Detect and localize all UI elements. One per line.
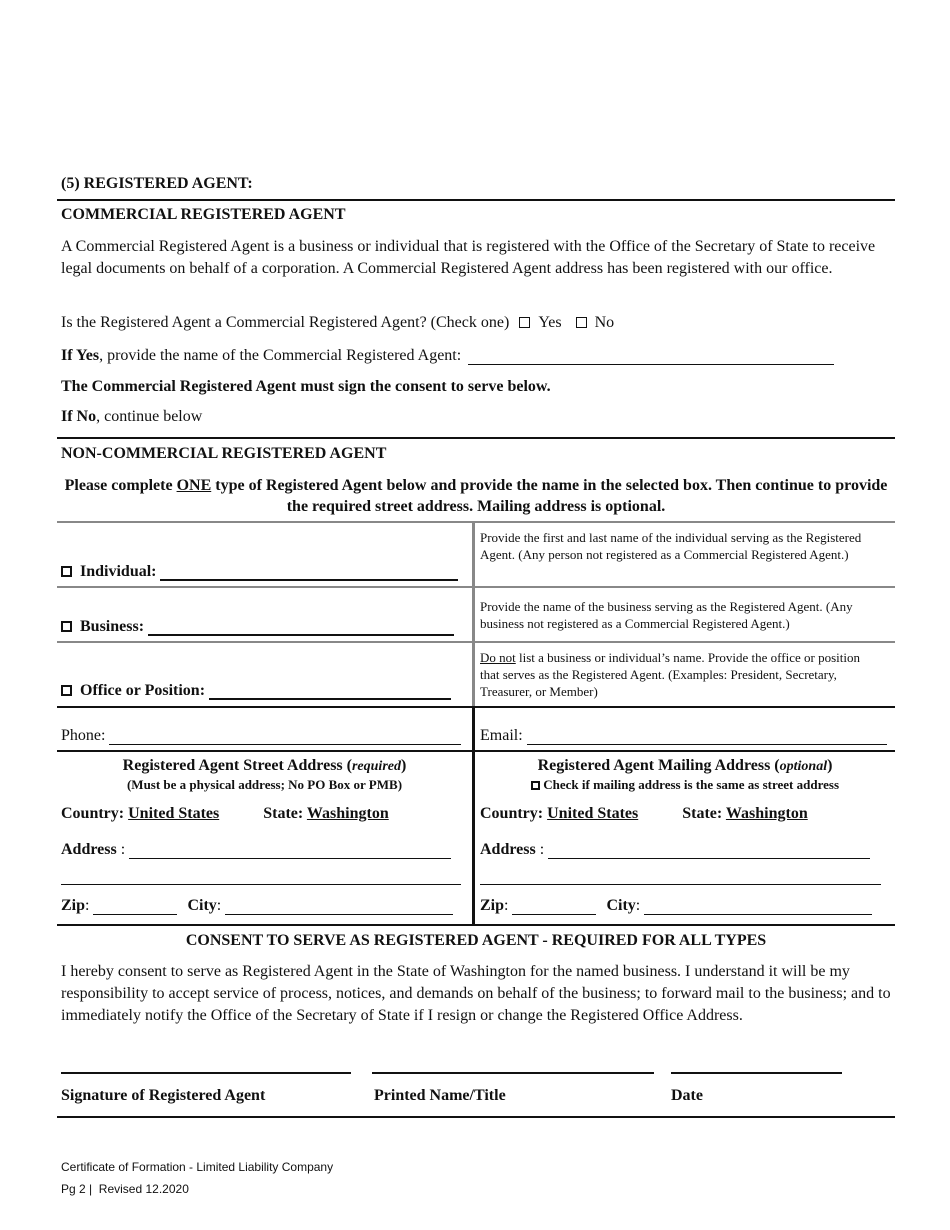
street-state-value: Washington: [306, 805, 389, 822]
if-no-row: [61, 408, 202, 426]
street-zip-city-row: Zip: City:: [61, 897, 453, 915]
table-column-divider: [472, 706, 475, 926]
footer-page: Pg 2 | Revised 12.2020: [61, 1182, 189, 1196]
divider: [57, 437, 895, 439]
phone-row: [61, 727, 461, 745]
street-zip-field[interactable]: [93, 900, 177, 915]
commercial-heading: COMMERCIAL REGISTERED AGENT: [61, 206, 346, 223]
mailing-state-value: Washington: [725, 805, 808, 822]
street-address-label: Address: [61, 841, 117, 858]
instruction-one: ONE: [176, 477, 212, 494]
individual-row: Individual:: [61, 563, 458, 581]
mailing-optional: optional: [779, 759, 828, 774]
commercial-description: A Commercial Registered Agent is a business or individual that is registered with the Office of the Secretary of State to receive legal documents on behalf of a corporation. A Commercial Registered Agent address has been registered with our office.: [61, 238, 876, 277]
mailing-address-label: Address: [480, 841, 536, 858]
business-help: Provide the name of the business serving as the Registered Agent. (Any business not registered as a Commercial Registered Agent.): [480, 599, 853, 631]
mailing-title-end: ): [827, 757, 833, 774]
mailing-same-checkbox[interactable]: [531, 781, 540, 790]
office-name-field[interactable]: [209, 684, 451, 700]
section-title: (5) REGISTERED AGENT:: [61, 175, 253, 192]
printed-name-label: Printed Name/Title: [374, 1087, 506, 1104]
mailing-country-value: United States: [547, 805, 639, 822]
instruction-pre: Please complete: [64, 477, 177, 494]
table-row-border: [57, 641, 895, 643]
noncommercial-instruction: [61, 475, 891, 517]
printed-name-line[interactable]: [372, 1060, 654, 1074]
office-help: [480, 649, 880, 700]
mailing-country-label: Country: [480, 805, 538, 822]
mailing-zip-field[interactable]: [512, 900, 596, 915]
street-address-row: Address :: [61, 841, 451, 859]
office-label: Office or Position: [80, 682, 200, 699]
street-city-field[interactable]: [225, 900, 453, 915]
signature-label: Signature of Registered Agent: [61, 1087, 266, 1104]
commercial-agent-name-field[interactable]: [468, 350, 834, 365]
mailing-country-row: Country: United States State: Washington: [480, 805, 808, 822]
business-name-field[interactable]: [148, 620, 454, 636]
street-city-label: City: [187, 897, 217, 914]
mailing-title-text: Registered Agent Mailing Address (: [537, 757, 780, 774]
noncommercial-heading: NON-COMMERCIAL REGISTERED AGENT: [61, 445, 387, 462]
individual-name-field[interactable]: [160, 565, 458, 581]
street-required: required: [351, 759, 401, 774]
office-help-do-not: Do not: [480, 650, 516, 665]
if-yes-row: [61, 347, 834, 365]
yes-label: Yes: [538, 314, 562, 331]
mailing-address-row: Address :: [480, 841, 870, 859]
signature-line[interactable]: [61, 1060, 351, 1074]
business-row: Business:: [61, 618, 454, 636]
street-country-row: Country: United States State: Washington: [61, 805, 389, 822]
email-row: [480, 727, 887, 745]
table-column-divider: [472, 521, 475, 706]
yes-checkbox[interactable]: [519, 317, 530, 328]
office-help-text: list a business or individual’s name. Provide the office or position that serves as the Registered Agent. (Examples: President, Secretary, Treasurer, or Member): [480, 650, 860, 699]
commercial-question: Is the Registered Agent a Commercial Registered Agent? (Check one): [61, 314, 510, 331]
must-sign-note: The Commercial Registered Agent must sign the consent to serve below.: [61, 378, 551, 395]
individual-checkbox[interactable]: [61, 566, 72, 577]
mailing-state-label: State: [682, 805, 717, 822]
street-zip-label: Zip: [61, 897, 86, 914]
business-checkbox[interactable]: [61, 621, 72, 632]
if-no-text: , continue below: [96, 408, 203, 425]
email-field[interactable]: [527, 730, 887, 745]
divider: [57, 199, 895, 201]
phone-label: Phone:: [61, 727, 106, 744]
street-subtitle: (Must be a physical address; No PO Box or PMB): [126, 777, 403, 792]
street-title: [57, 757, 472, 775]
individual-label: Individual: [80, 563, 152, 580]
office-row: Office or Position:: [61, 682, 451, 700]
consent-text: I hereby consent to serve as Registered Agent in the State of Washington for the named business. I understand it will be my responsibility to accept service of process, notices, and demands on behalf of the business; to forward mail to the business; and to immediately notify the Office of the Secretary of State if I resign or change the Registered Office Address.: [61, 963, 891, 1024]
date-line[interactable]: [671, 1060, 842, 1074]
mailing-title: [475, 757, 895, 775]
divider: [57, 1116, 895, 1118]
business-label: Business: [80, 618, 139, 635]
table-top-border: [57, 521, 895, 523]
street-title-text: Registered Agent Street Address (: [122, 757, 352, 774]
no-checkbox[interactable]: [576, 317, 587, 328]
office-checkbox[interactable]: [61, 685, 72, 696]
mailing-city-label: City: [606, 897, 636, 914]
mailing-same-row: [475, 777, 895, 793]
instruction-post: type of Registered Agent below and provide the name in the selected box. Then continue to provide the required street address. Mailing address is optional.: [211, 477, 888, 515]
street-title-end: ): [400, 757, 407, 774]
street-country-label: Country: [61, 805, 119, 822]
mailing-address-field[interactable]: [548, 844, 870, 859]
if-yes-bold: If Yes: [61, 347, 100, 364]
email-label: Email:: [480, 727, 523, 744]
commercial-question-row: [61, 314, 614, 332]
mailing-zip-city-row: Zip: City:: [480, 897, 872, 915]
table-row-border: [57, 586, 895, 588]
footer-form-name: Certificate of Formation - Limited Liability Company: [61, 1160, 334, 1174]
street-address-line2[interactable]: [61, 870, 461, 885]
date-label: Date: [671, 1087, 703, 1104]
no-label: No: [594, 314, 615, 331]
mailing-address-line2[interactable]: [480, 870, 881, 885]
if-no-bold: If No: [61, 408, 97, 425]
if-yes-text: , provide the name of the Commercial Registered Agent:: [99, 347, 462, 364]
street-address-field[interactable]: [129, 844, 451, 859]
street-country-value: United States: [128, 805, 220, 822]
street-state-label: State: [263, 805, 298, 822]
phone-field[interactable]: [109, 730, 461, 745]
individual-help: Provide the first and last name of the individual serving as the Registered Agent. (Any person not registered as a Commercial Registered Agent.): [480, 530, 862, 562]
table-row-border: [57, 706, 895, 708]
mailing-city-field[interactable]: [644, 900, 872, 915]
table-bottom-border: [57, 924, 895, 926]
mailing-zip-label: Zip: [480, 897, 505, 914]
consent-heading: CONSENT TO SERVE AS REGISTERED AGENT - REQUIRED FOR ALL TYPES: [185, 932, 767, 949]
table-row-border: [57, 750, 895, 752]
mailing-same-label: Check if mailing address is the same as street address: [543, 777, 839, 792]
